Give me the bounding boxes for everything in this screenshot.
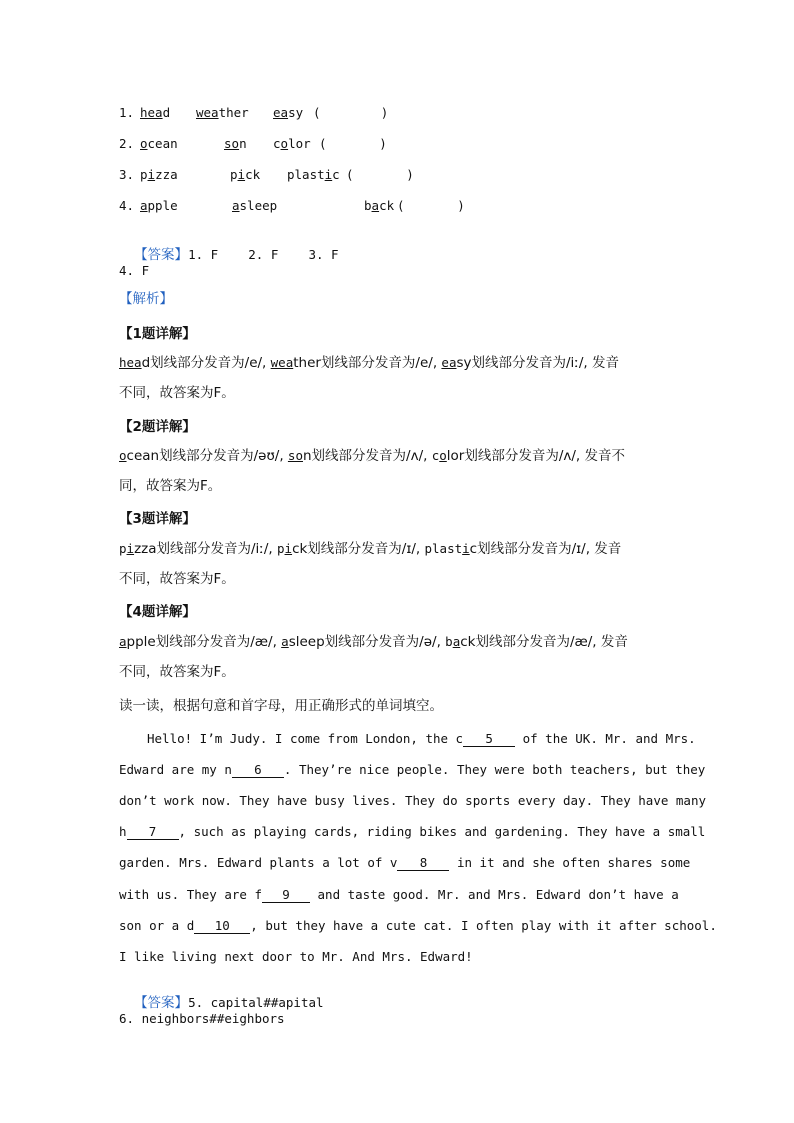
question-number: 3. (119, 167, 135, 182)
word-option: back (364, 198, 395, 213)
answer-line-1 (119, 228, 339, 264)
word-option: pizza (140, 167, 178, 182)
blank-10[interactable]: 10 (194, 918, 250, 934)
word-option: easy (273, 105, 304, 120)
passage-line-1: Hello! I’m Judy. I come from London, the c 5 of the UK. Mr. and Mrs. (147, 731, 696, 746)
detail-title: 【1题详解】 (119, 326, 196, 342)
answer-paren[interactable]: ( ) (346, 167, 414, 182)
passage-line-8: I like living next door to Mr. And Mrs. Edward! (119, 949, 473, 964)
question-number: 1. (119, 105, 135, 120)
word-option: asleep (232, 198, 278, 213)
answers-1-3: 1. F 2. F 3. F (188, 247, 339, 262)
blank-6[interactable]: 6 (232, 762, 284, 778)
word-option: ocean (140, 136, 178, 151)
detail-conclusion: 不同，故答案为F。 (119, 385, 235, 401)
blank-5[interactable]: 5 (463, 731, 515, 747)
answer-tag-2: 【答案】 (134, 995, 189, 1011)
detail-conclusion: 不同，故答案为F。 (119, 571, 235, 587)
passage-line-2: Edward are my n 6 . They’re nice people. They were both teachers, but they (119, 762, 706, 777)
passage-line-4: h 7 , such as playing cards, riding bikes and gardening. They have a small (119, 824, 706, 839)
detail-title: 【3题详解】 (119, 511, 196, 527)
detail-line: apple划线部分发音为/æ/, asleep划线部分发音为/ə/, back划线部分发音为/æ/, 发音 (119, 634, 628, 650)
word-option: plastic (287, 167, 340, 182)
blank-7[interactable]: 7 (127, 824, 179, 840)
passage-line-7: son or a d 10 , but they have a cute cat. I often play with it after school. (119, 918, 717, 933)
detail-title: 【4题详解】 (119, 604, 196, 620)
instruction: 读一读，根据句意和首字母，用正确形式的单词填空。 (119, 698, 443, 714)
passage-line-6: with us. They are f 9 and taste good. Mr. and Mrs. Edward don’t have a (119, 887, 679, 902)
passage-line-5: garden. Mrs. Edward plants a lot of v 8 in it and she often shares some (119, 855, 691, 870)
word-option: head (140, 105, 171, 120)
question-number: 2. (119, 136, 135, 151)
word-option: pick (230, 167, 261, 182)
answer-6: 6. neighbors##eighbors (119, 1011, 285, 1026)
detail-title: 【2题详解】 (119, 419, 196, 435)
answer-tag: 【答案】 (134, 247, 189, 263)
blank-9[interactable]: 9 (262, 887, 310, 903)
word-option: weather (196, 105, 249, 120)
detail-line: head划线部分发音为/e/, weather划线部分发音为/e/, easy划线部分发音为/iː/, 发音 (119, 355, 619, 371)
passage-line-3: don’t work now. They have busy lives. They do sports every day. They have many (119, 793, 706, 808)
answer-4: 4. F (119, 263, 150, 278)
answer-paren[interactable]: ( ) (319, 136, 387, 151)
detail-conclusion: 同，故答案为F。 (119, 478, 222, 494)
answer-5: 5. capital##apital (188, 995, 324, 1010)
answer-line-5 (119, 976, 324, 1012)
detail-line: pizza划线部分发音为/iː/, pick划线部分发音为/ɪ/, plastic划线部分发音为/ɪ/, 发音 (119, 541, 622, 557)
detail-conclusion: 不同，故答案为F。 (119, 664, 235, 680)
blank-8[interactable]: 8 (397, 855, 449, 871)
word-option: color (273, 136, 311, 151)
word-option: apple (140, 198, 178, 213)
analysis-tag: 【解析】 (119, 291, 173, 307)
detail-line: ocean划线部分发音为/əʊ/, son划线部分发音为/ʌ/, color划线部分发音为/ʌ/, 发音不 (119, 448, 626, 464)
question-number: 4. (119, 198, 135, 213)
word-option: son (224, 136, 247, 151)
answer-paren[interactable]: ( ) (397, 198, 465, 213)
answer-paren[interactable]: ( ) (313, 105, 389, 120)
